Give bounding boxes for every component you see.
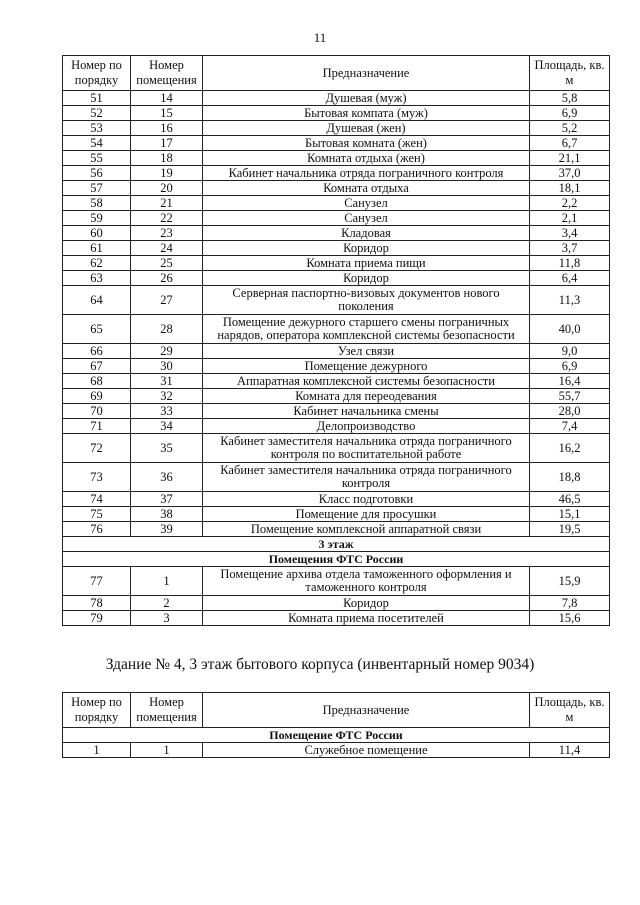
cell-area: 3,4 [530,226,610,241]
cell-room: 14 [131,91,203,106]
floor-heading-row [63,537,610,552]
cell-room: 18 [131,151,203,166]
cell-area: 16,4 [530,374,610,389]
cell-room: 34 [131,419,203,434]
cell-area: 11,3 [530,286,610,315]
header-purpose: Предназначение [203,56,530,91]
cell-area: 28,0 [530,404,610,419]
table-row [63,196,610,211]
cell-room: 23 [131,226,203,241]
cell-area: 15,1 [530,507,610,522]
cell-room: 1 [131,743,203,758]
cell-room: 32 [131,389,203,404]
table-row [63,522,610,537]
cell-area: 3,7 [530,241,610,256]
cell-room: 25 [131,256,203,271]
cell-room: 15 [131,106,203,121]
header-order: Номер по порядку [63,693,131,728]
cell-room: 17 [131,136,203,151]
cell-area: 2,1 [530,211,610,226]
cell-area: 18,1 [530,181,610,196]
cell-room: 27 [131,286,203,315]
table-body-headings [63,537,610,567]
cell-purpose: Серверная паспортно-визовых документов нового поколения [203,286,530,315]
cell-area: 46,5 [530,492,610,507]
cell-area: 2,2 [530,196,610,211]
cell-area: 11,4 [530,743,610,758]
table-row [63,241,610,256]
cell-purpose: Помещение дежурного старшего смены пограничных нарядов, оператора комплексной системы безопасности [203,315,530,344]
cell-purpose: Душевая (жен) [203,121,530,136]
cell-purpose: Помещение архива отдела таможенного оформления и таможенного контроля [203,567,530,596]
cell-purpose: Помещение для просушки [203,507,530,522]
cell-area: 6,7 [530,136,610,151]
cell-order: 76 [63,522,131,537]
cell-purpose: Комната приема посетителей [203,611,530,626]
cell-room: 31 [131,374,203,389]
header-area: Площадь, кв. м [530,56,610,91]
cell-purpose: Комната для переодевания [203,389,530,404]
cell-area: 40,0 [530,315,610,344]
cell-area: 18,8 [530,463,610,492]
second-table-body [63,743,610,758]
cell-area: 5,8 [530,91,610,106]
cell-order: 56 [63,166,131,181]
cell-area: 6,4 [530,271,610,286]
cell-purpose: Бытовая компата (муж) [203,106,530,121]
table-header-row [63,693,610,728]
table-row [63,359,610,374]
cell-purpose: Кабинет заместителя начальника отряда пограничного контроля по воспитательной работе [203,434,530,463]
cell-area: 7,8 [530,596,610,611]
cell-purpose: Комната приема пищи [203,256,530,271]
table-header-row [63,56,610,91]
cell-room: 28 [131,315,203,344]
rooms-table [62,55,610,626]
cell-room: 36 [131,463,203,492]
cell-purpose: Коридор [203,596,530,611]
cell-purpose: Санузел [203,211,530,226]
cell-purpose: Комната отдыха (жен) [203,151,530,166]
table-row [63,344,610,359]
table-row [63,434,610,463]
cell-area: 5,2 [530,121,610,136]
cell-order: 63 [63,271,131,286]
cell-order: 67 [63,359,131,374]
table-row [63,181,610,196]
cell-purpose: Душевая (муж) [203,91,530,106]
cell-order: 72 [63,434,131,463]
table-row [63,91,610,106]
cell-area: 16,2 [530,434,610,463]
cell-room: 29 [131,344,203,359]
fts-heading: Помещения ФТС России [63,552,610,567]
page-number: 11 [313,30,327,45]
cell-room: 24 [131,241,203,256]
cell-purpose: Узел связи [203,344,530,359]
table-row [63,211,610,226]
cell-area: 6,9 [530,106,610,121]
cell-area: 11,8 [530,256,610,271]
table-row [63,389,610,404]
cell-order: 70 [63,404,131,419]
table-row [63,315,610,344]
cell-purpose: Санузел [203,196,530,211]
cell-purpose: Кабинет начальника смены [203,404,530,419]
cell-purpose: Бытовая комната (жен) [203,136,530,151]
cell-order: 68 [63,374,131,389]
cell-order: 77 [63,567,131,596]
building-title: Здание № 4, 3 этаж бытового корпуса (инвентарный номер 9034) [105,656,535,673]
cell-order: 57 [63,181,131,196]
cell-room: 3 [131,611,203,626]
cell-purpose: Комната отдыха [203,181,530,196]
table-row [63,226,610,241]
cell-order: 59 [63,211,131,226]
cell-area: 6,9 [530,359,610,374]
section-heading: Помещение ФТС России [63,728,610,743]
table-row [63,256,610,271]
cell-purpose: Аппаратная комплексной системы безопасности [203,374,530,389]
cell-order: 60 [63,226,131,241]
cell-order: 62 [63,256,131,271]
header-purpose: Предназначение [203,693,530,728]
cell-purpose: Коридор [203,241,530,256]
cell-purpose: Кладовая [203,226,530,241]
header-room: Номер помещения [131,56,203,91]
cell-order: 61 [63,241,131,256]
cell-area: 19,5 [530,522,610,537]
cell-purpose: Служебное помещение [203,743,530,758]
cell-order: 1 [63,743,131,758]
table-row [63,507,610,522]
table-row [63,166,610,181]
cell-room: 33 [131,404,203,419]
cell-order: 65 [63,315,131,344]
cell-room: 38 [131,507,203,522]
table-row [63,743,610,758]
cell-order: 78 [63,596,131,611]
cell-purpose: Коридор [203,271,530,286]
table-row [63,611,610,626]
cell-area: 37,0 [530,166,610,181]
fts-heading-row [63,552,610,567]
cell-order: 71 [63,419,131,434]
cell-order: 79 [63,611,131,626]
cell-room: 39 [131,522,203,537]
table-row [63,404,610,419]
cell-room: 35 [131,434,203,463]
cell-order: 73 [63,463,131,492]
cell-order: 74 [63,492,131,507]
cell-order: 58 [63,196,131,211]
table-row [63,121,610,136]
cell-order: 53 [63,121,131,136]
cell-room: 1 [131,567,203,596]
cell-purpose: Делопроизводство [203,419,530,434]
table-row [63,463,610,492]
building-4-rooms-table [62,692,610,758]
header-room: Номер помещения [131,693,203,728]
cell-area: 55,7 [530,389,610,404]
header-order: Номер по порядку [63,56,131,91]
cell-order: 66 [63,344,131,359]
cell-purpose: Помещение дежурного [203,359,530,374]
table-body-part2 [63,567,610,626]
floor-heading: 3 этаж [63,537,610,552]
cell-order: 51 [63,91,131,106]
cell-purpose: Класс подготовки [203,492,530,507]
header-area: Площадь, кв. м [530,693,610,728]
table-row [63,596,610,611]
cell-room: 19 [131,166,203,181]
cell-room: 20 [131,181,203,196]
cell-room: 26 [131,271,203,286]
cell-order: 52 [63,106,131,121]
cell-area: 15,6 [530,611,610,626]
cell-order: 69 [63,389,131,404]
cell-room: 22 [131,211,203,226]
cell-room: 21 [131,196,203,211]
table-row [63,419,610,434]
section-heading-row [63,728,610,743]
table-row [63,567,610,596]
cell-purpose: Кабинет заместителя начальника отряда пограничного контроля [203,463,530,492]
cell-order: 75 [63,507,131,522]
table-row [63,151,610,166]
cell-room: 2 [131,596,203,611]
cell-room: 16 [131,121,203,136]
cell-area: 21,1 [530,151,610,166]
table-row [63,374,610,389]
cell-room: 37 [131,492,203,507]
table-row [63,492,610,507]
table-row [63,136,610,151]
cell-area: 9,0 [530,344,610,359]
cell-purpose: Помещение комплексной аппаратной связи [203,522,530,537]
cell-area: 7,4 [530,419,610,434]
cell-room: 30 [131,359,203,374]
cell-order: 54 [63,136,131,151]
cell-order: 55 [63,151,131,166]
table-body-part1 [63,91,610,537]
table-row [63,271,610,286]
cell-order: 64 [63,286,131,315]
table-row [63,106,610,121]
table-row [63,286,610,315]
cell-area: 15,9 [530,567,610,596]
cell-purpose: Кабинет начальника отряда пограничного контроля [203,166,530,181]
second-table-heading [63,728,610,743]
